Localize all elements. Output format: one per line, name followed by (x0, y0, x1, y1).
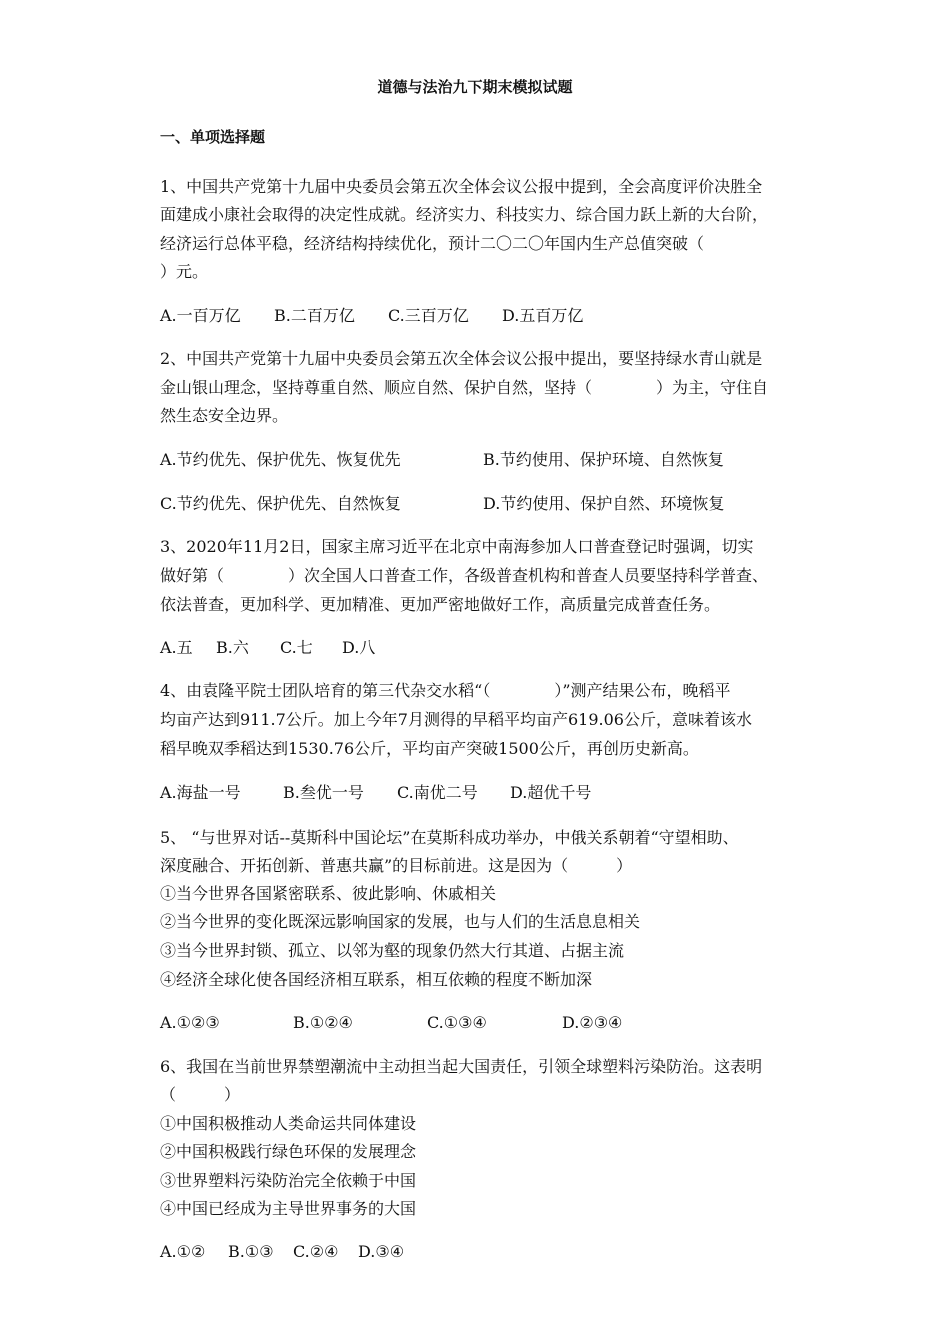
question-1-option-d: D.五百万亿 (502, 306, 584, 325)
question-1-option-b: B.二百万亿 (274, 306, 355, 325)
question-4-stem-line: 4、由袁隆平院士团队培育的第三代杂交水稻“（ ）”测产结果公布，晚稻平 (160, 681, 731, 700)
question-5-stem-line: 深度融合、开拓创新、普惠共赢”的目标前进。这是因为（ ） (160, 856, 633, 875)
question-3-option-d: D.八 (342, 638, 376, 657)
question-4-stem-line: 稻早晚双季稻达到1530.76公斤，平均亩产突破1500公斤，再创历史新高。 (160, 739, 699, 758)
question-3-stem-line: 3、2020年11月2日，国家主席习近平在北京中南海参加人口普查登记时强调，切实 (160, 537, 754, 556)
question-5-option-d: D.②③④ (562, 1013, 623, 1032)
question-5-option-c: C.①③④ (427, 1013, 487, 1032)
question-2-option-b: B.节约使用、保护环境、自然恢复 (483, 450, 724, 469)
question-6-option-c: C.②④ (293, 1242, 339, 1261)
question-1-stem-line: 面建成小康社会取得的决定性成就。经济实力、科技实力、综合国力跃上新的大台阶， (160, 205, 769, 224)
question-3-option-c: C.七 (280, 638, 313, 657)
question-6-statement: ②中国积极践行绿色环保的发展理念 (160, 1142, 417, 1161)
question-6-option-d: D.③④ (358, 1242, 405, 1261)
question-3-stem-line: 做好第（ ）次全国人口普查工作，各级普查机构和普查人员要坚持科学普查、 (160, 566, 769, 585)
question-5-option-b: B.①②④ (293, 1013, 353, 1032)
question-2-stem-line: 然生态安全边界。 (160, 406, 289, 425)
question-2-option-c: C.节约优先、保护优先、自然恢复 (160, 494, 401, 513)
question-6-option-b: B.①③ (228, 1242, 274, 1261)
question-4-stem-line: 均亩产达到911.7公斤。加上今年7月测得的早稻平均亩产619.06公斤，意味着该水 (160, 710, 752, 729)
question-5-statement: ①当今世界各国紧密联系、彼此影响、休戚相关 (160, 884, 497, 903)
question-5-statement: ③当今世界封锁、孤立、以邻为壑的现象仍然大行其道、占据主流 (160, 941, 625, 960)
question-5-statement: ④经济全球化使各国经济相互联系，相互依赖的程度不断加深 (160, 970, 593, 989)
question-1-stem-line: ）元。 (160, 262, 209, 281)
question-6-statement: ③世界塑料污染防治完全依赖于中国 (160, 1171, 417, 1190)
question-1-option-c: C.三百万亿 (388, 306, 469, 325)
question-3-option-a: A.五 (160, 638, 193, 657)
question-1-option-a: A.一百万亿 (160, 306, 241, 325)
question-6-option-a: A.①② (160, 1242, 206, 1261)
question-5-statement: ②当今世界的变化既深远影响国家的发展，也与人们的生活息息相关 (160, 912, 641, 931)
question-1-stem-line: 经济运行总体平稳，经济结构持续优化，预计二〇二〇年国内生产总值突破（ (160, 234, 705, 253)
question-6-statement: ④中国已经成为主导世界事务的大国 (160, 1199, 417, 1218)
question-4-option-c: C.南优二号 (397, 783, 478, 802)
document-title: 道德与法治九下期末模拟试题 (377, 78, 573, 96)
question-6-statement: ①中国积极推动人类命运共同体建设 (160, 1114, 417, 1133)
question-6-stem-line: （ ） (160, 1085, 241, 1104)
question-5-stem-line: 5、 “与世界对话--莫斯科中国论坛”在莫斯科成功举办，中俄关系朝着“守望相助、 (160, 828, 739, 847)
section-heading: 一、单项选择题 (160, 128, 266, 146)
question-2-stem-line: 2、中国共产党第十九届中央委员会第五次全体会议公报中提出，要坚持绿水青山就是 (160, 349, 763, 368)
question-2-option-a: A.节约优先、保护优先、恢复优先 (160, 450, 401, 469)
question-4-option-d: D.超优千号 (510, 783, 592, 802)
question-2-stem-line: 金山银山理念，坚持尊重自然、顺应自然、保护自然，坚持（ ）为主，守住自 (160, 378, 769, 397)
question-2-option-d: D.节约使用、保护自然、环境恢复 (483, 494, 725, 513)
question-1-stem-line: 1、中国共产党第十九届中央委员会第五次全体会议公报中提到，全会高度评价决胜全 (160, 177, 763, 196)
question-5-option-a: A.①②③ (160, 1013, 220, 1032)
question-3-stem-line: 依法普查，更加科学、更加精准、更加严密地做好工作，高质量完成普查任务。 (160, 595, 721, 614)
question-6-stem-line: 6、我国在当前世界禁塑潮流中主动担当起大国责任，引领全球塑料污染防治。这表明 (160, 1057, 763, 1076)
question-3-option-b: B.六 (216, 638, 249, 657)
question-4-option-b: B.叁优一号 (283, 783, 364, 802)
question-4-option-a: A.海盐一号 (160, 783, 241, 802)
